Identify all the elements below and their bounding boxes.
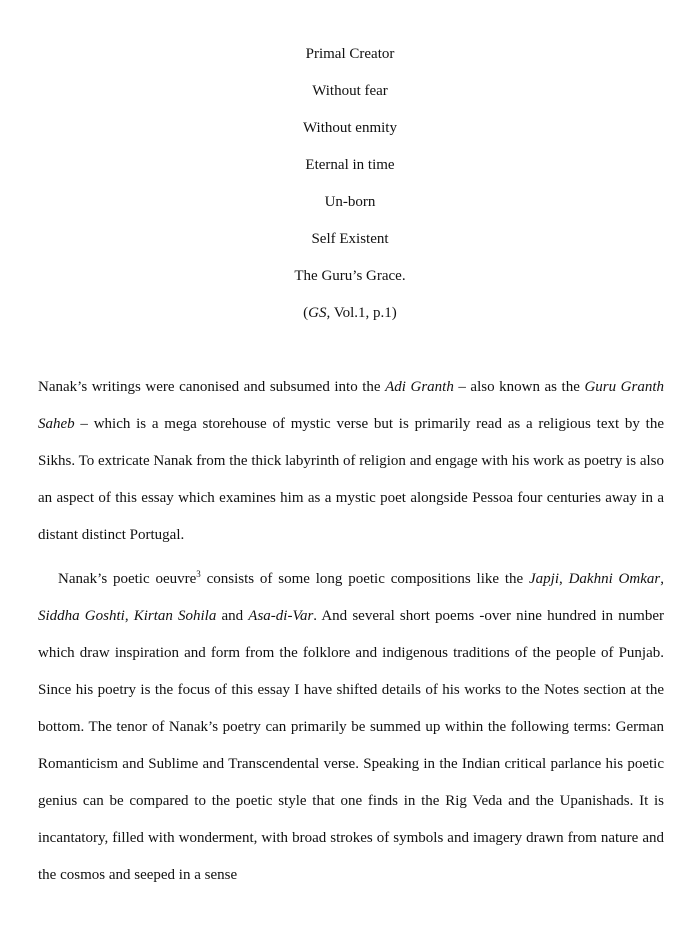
verse-line: Eternal in time	[305, 157, 395, 173]
citation-open: (	[303, 305, 309, 321]
verse-block	[0, 42, 700, 338]
title-siddha-goshti: Siddha Goshti	[38, 608, 125, 624]
para1-text-b: – also known as the	[453, 379, 585, 395]
conjunction: and	[216, 608, 249, 624]
para1-text-a: Nanak’s writings were canonised and subsumed into the	[38, 379, 386, 395]
title-dakhni-omkar: Dakhni Omkar	[568, 571, 661, 587]
paragraph-1	[38, 369, 664, 554]
verse-line: Primal Creator	[305, 46, 395, 62]
verse-line: Self Existent	[311, 231, 389, 247]
verse-line: Un-born	[324, 194, 376, 210]
citation-source: GS,	[308, 305, 331, 321]
footnote-marker: 3	[196, 569, 201, 579]
separator: ,	[124, 608, 134, 624]
citation-volume: Vol.1, p.1)	[330, 305, 397, 321]
verse-line: Without fear	[312, 83, 388, 99]
separator: ,	[660, 571, 664, 587]
verse-line: Without enmity	[303, 120, 397, 136]
para2-text-a: Nanak’s poetic oeuvre	[58, 571, 197, 587]
separator: ,	[559, 571, 569, 587]
para1-text-c: – which is a mega storehouse of mystic verse but is primarily read as a religious text by the Sikhs. To extricate Nanak from the thick labyrinth of religion and engage with his work as poetry is also an aspect of this essay which examines him as a mystic poet alongside Pessoa four centuries away in a distant distinct Portugal.	[38, 416, 664, 543]
title-adi-granth: Adi Granth	[385, 379, 454, 395]
title-japji: Japji	[529, 571, 559, 587]
verse-citation	[0, 301, 700, 338]
para2-text-c: . And several short poems -over nine hundred in number which draw inspiration and form from the folklore and indigenous traditions of the people of Punjab. Since his poetry is the focus of this essay I have shifted details of his works to the Notes section at the bottom. The tenor of Nanak’s poetry can primarily be summed up within the following terms: German Romanticism and Sublime and Transcendental verse. Speaking in the Indian critical parlance his poetic genius can be compared to the poetic style that one finds in the Rig Veda and the Upanishads. It is incantatory, filled with wonderment, with broad strokes of symbols and imagery drawn from nature and the cosmos and seeped in a sense	[38, 608, 664, 883]
paragraph-2	[38, 561, 664, 894]
title-guru-granth-saheb: Guru Granth Saheb	[38, 379, 664, 432]
title-asa-di-var: Asa-di-Var	[248, 608, 314, 624]
para2-text-b: consists of some long poetic compositions like the	[200, 571, 529, 587]
verse-line: The Guru’s Grace.	[294, 268, 406, 284]
title-kirtan-sohila: Kirtan Sohila	[133, 608, 217, 624]
